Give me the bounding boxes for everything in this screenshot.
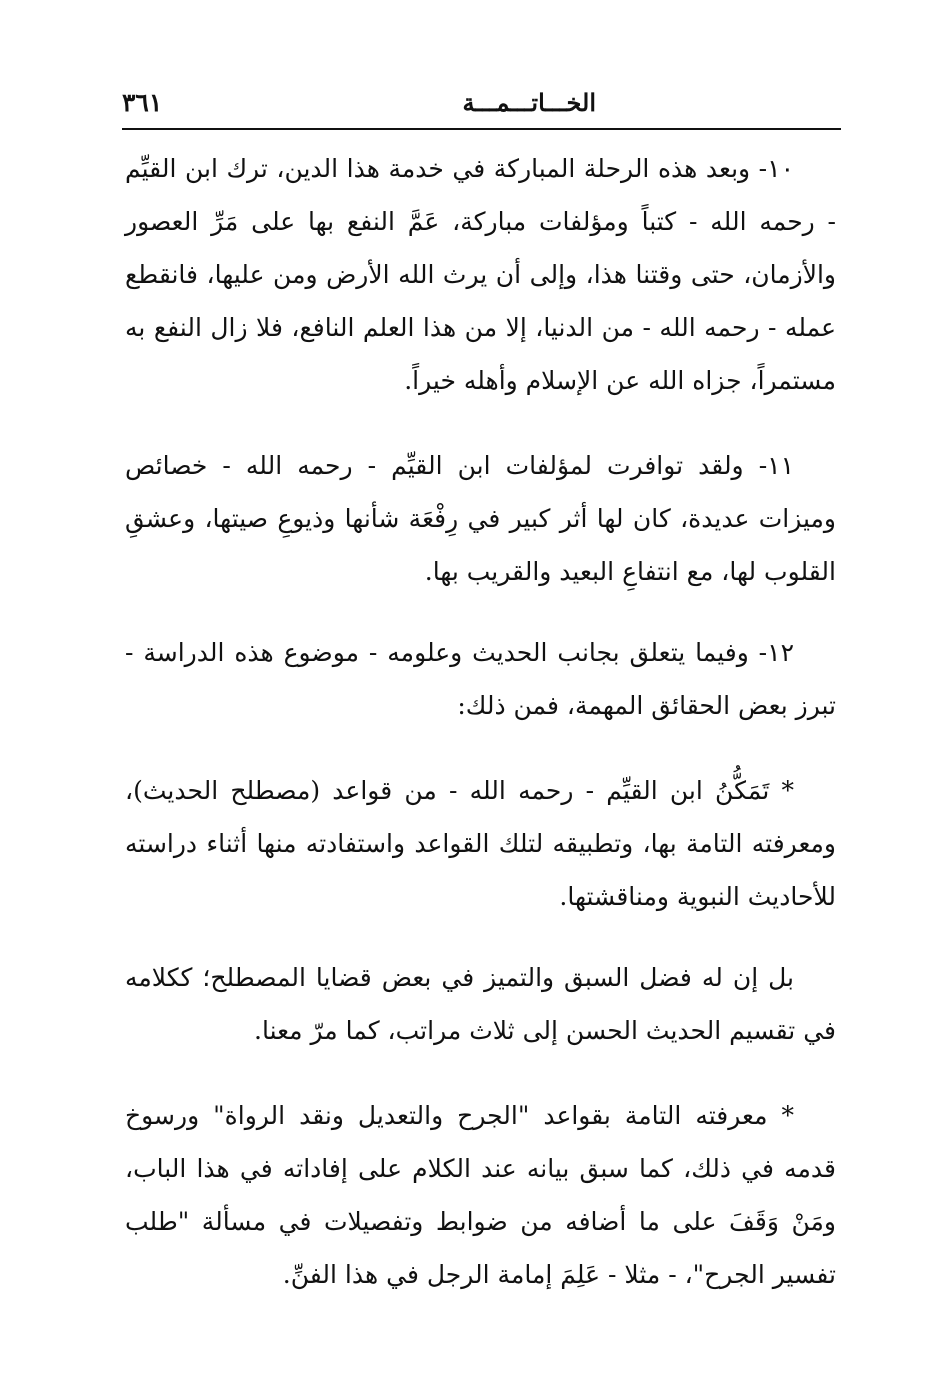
bullet-paragraph-mastery: * تَمَكُّنُ ابن القيِّم - رحمه الله - من قواعد (مصطلح الحديث)، ومعرفته التامة بها، وتطبيقه لتلك القواعد واستفادته منها أثناء دراسته للأحاديث النبوية ومناقشتها. <box>125 776 836 911</box>
page-header <box>122 88 841 130</box>
paragraph-10: ١٠- وبعد هذه الرحلة المباركة في خدمة هذا الدين، ترك ابن القيِّم - رحمه الله - كتباً ومؤلفات مباركة، عَمَّ النفع بها على مَرِّ العصور والأزمان، حتى وقتنا هذا، وإلى أن يرث الله الأرض ومن عليها، فانقطع عمله - رحمه الله - من الدنيا، إلا من هذا العلم النافع، فلا زال النفع به مستمراً، جزاه الله عن الإسلام وأهله خيراً. <box>125 154 836 395</box>
page-number: ٣٦١ <box>122 88 163 117</box>
page-title: الخـــاتـــمـــة <box>462 88 596 117</box>
paragraph-precedence: بل إن له فضل السبق والتميز في بعض قضايا المصطلح؛ ككلامه في تقسيم الحديث الحسن إلى ثلاث مراتب، كما مرّ معنا. <box>125 963 836 1045</box>
bullet-paragraph-jarh: * معرفته التامة بقواعد "الجرح والتعديل ونقد الرواة" ورسوخ قدمه في ذلك، كما سبق بيانه عند الكلام على إفاداته في هذا الباب، ومَنْ وَقَفَ على ما أضافه من ضوابط وتفصيلات في مسألة "طلب تفسير الجرح"، - مثلا - عَلِمَ إمامة الرجل في هذا الفنِّ. <box>125 1101 836 1289</box>
paragraph-12: ١٢- وفيما يتعلق بجانب الحديث وعلومه - موضوع هذه الدراسة - تبرز بعض الحقائق المهمة، فمن ذلك: <box>125 638 836 720</box>
page-body <box>125 142 836 1301</box>
paragraph-11: ١١- ولقد توافرت لمؤلفات ابن القيِّم - رحمه الله - خصائص وميزات عديدة، كان لها أثر كبير في رِفْعَة شأنها وذيوعِ صيتها، وعشقِ القلوب لها، مع انتفاعِ البعيد والقريب بها. <box>125 451 836 586</box>
